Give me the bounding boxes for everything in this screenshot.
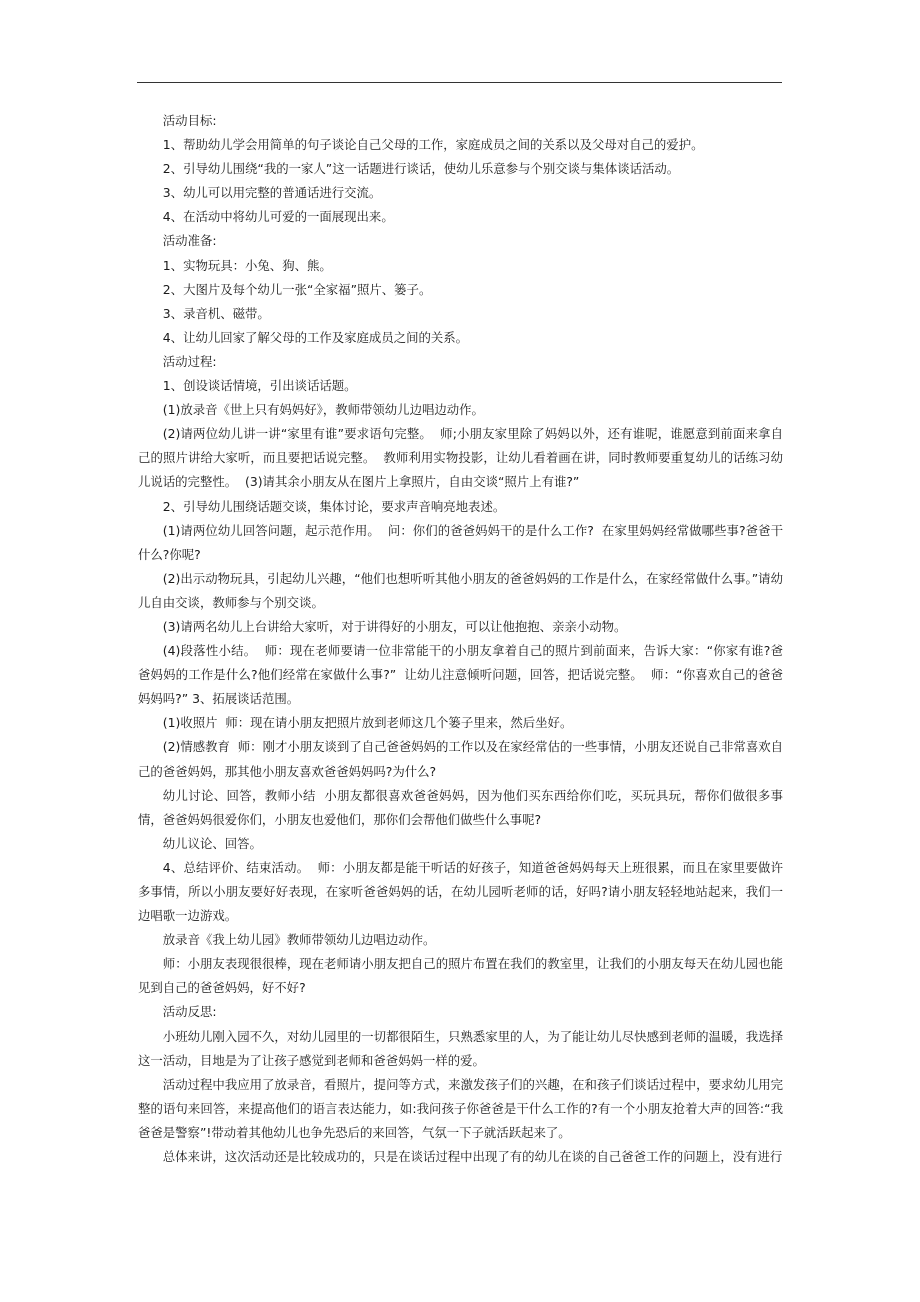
paragraph: 活动过程中我应用了放录音，看照片，提问等方式，来激发孩子们的兴趣，在和孩子们谈话过程中，要求幼儿用完整的语句来回答，来提高他们的语言表达能力，如:我问孩子你爸爸是干什么工作的?有一个小朋友抢着大声的回答:“我爸爸是警察”!带动着其他幼儿也争先恐后的来回答，气氛一下子就活跃起来了。 [138,1076,783,1140]
paragraph: 3、幼儿可以用完整的普通话进行交流。 [162,185,382,201]
paragraph: 小班幼儿刚入园不久，对幼儿园里的一切都很陌生，只熟悉家里的人，为了能让幼儿尽快感到老师的温暖，我选择这一活动，目地是为了让孩子感觉到老师和爸爸妈妈一样的爱。 [138,1028,783,1068]
header-rule [137,82,782,83]
paragraph: 1、实物玩具：小兔、狗、熊。 [162,257,332,273]
paragraph: (2)情感教育 师：刚才小朋友谈到了自己爸爸妈妈的工作以及在家经常估的一些事情，小朋友还说自己非常喜欢自己的爸爸妈妈，那其他小朋友喜欢爸爸妈妈吗?为什么? [138,739,783,779]
paragraph: (1)放录音《世上只有妈妈好》，教师带领幼儿边唱边动作。 [162,402,484,418]
paragraph: 4、总结评价、结束活动。 师：小朋友都是能干听话的好孩子，知道爸爸妈妈每天上班很累，而且在家里要做许多事情，所以小朋友要好好表现，在家听爸爸妈妈的话，在幼儿园听老师的话，好吗?请小朋友轻轻地站起来，我们一边唱歌一边游戏。 [138,859,783,924]
paragraph: 活动过程: [162,353,217,369]
paragraph: 活动准备: [162,233,217,249]
paragraph: (4)段落性小结。 师：现在老师要请一位非常能干的小朋友拿着自己的照片到前面来，告诉大家：“你家有谁?爸爸妈妈的工作是什么?他们经常在家做什么事?” 让幼儿注意倾听问题，回答，把话说完整。 师：“你喜欢自己的爸爸妈妈吗?” 3、拓展谈话范围。 [138,643,783,707]
paragraph: 1、创设谈话情境，引出谈话话题。 [162,378,357,394]
document-body [138,109,783,1169]
paragraph: 2、大图片及每个幼儿一张“全家福”照片、篓子。 [162,281,432,297]
paragraph: 2、引导幼儿围绕话题交谈，集体讨论，要求声音响亮地表述。 [162,498,506,514]
paragraph: (1)请两位幼儿回答问题，起示范作用。 问：你们的爸爸妈妈干的是什么工作? 在家里妈妈经常做哪些事?爸爸干什么?你呢? [138,522,783,562]
paragraph: 4、在活动中将幼儿可爱的一面展现出来。 [162,209,394,225]
paragraph: 师：小朋友表现很很棒，现在老师请小朋友把自己的照片布置在我们的教室里，让我们的小朋友每天在幼儿园也能见到自己的爸爸妈妈，好不好? [138,956,783,996]
paragraph: 总体来讲，这次活动还是比较成功的，只是在谈话过程中出现了有的幼儿在谈的自己爸爸工作的问题上，没有进行 [162,1149,783,1165]
paragraph: 4、让幼儿回家了解父母的工作及家庭成员之间的关系。 [162,329,469,345]
paragraph: 活动反思: [162,1004,217,1020]
paragraph: (3)请两名幼儿上台讲给大家听，对于讲得好的小朋友，可以让他抱抱、亲亲小动物。 [162,618,627,634]
paragraph: (2)出示动物玩具，引起幼儿兴趣，“他们也想听听其他小朋友的爸爸妈妈的工作是什么，在家经常做什么事。”请幼儿自由交谈，教师参与个别交谈。 [138,570,783,610]
paragraph: 活动目标: [162,113,217,128]
paragraph: 2、引导幼儿围绕“我的一家人”这一话题进行谈话，使幼儿乐意参与个别交谈与集体谈话活动。 [162,161,680,177]
paragraph: 1、帮助幼儿学会用简单的句子谈论自己父母的工作，家庭成员之间的关系以及父母对自己的爱护。 [162,137,704,153]
paragraph: 幼儿议论、回答。 [162,835,262,851]
paragraph: (1)收照片 师：现在请小朋友把照片放到老师这几个篓子里来，然后坐好。 [162,715,573,731]
paragraph: 3、录音机、磁带。 [162,305,270,321]
paragraph: 幼儿讨论、回答，教师小结 小朋友都很喜欢爸爸妈妈，因为他们买东西给你们吃，买玩具玩，帮你们做很多事情，爸爸妈妈很爱你们，小朋友也爱他们，那你们会帮他们做些什么事呢? [138,787,783,827]
paragraph: (2)请两位幼儿讲一讲“家里有谁”要求语句完整。 师;小朋友家里除了妈妈以外，还有谁呢，谁愿意到前面来拿自己的照片讲给大家听，而且要把话说完整。 教师利用实物投影，让幼儿看着画在讲，同时教师要重复幼儿的话练习幼儿说话的完整性。 (3)请其余小朋友从在图片上拿照片，自由交谈“照片上有谁?” [138,426,783,490]
paragraph: 放录音《我上幼儿园》教师带领幼儿边唱边动作。 [162,932,436,948]
